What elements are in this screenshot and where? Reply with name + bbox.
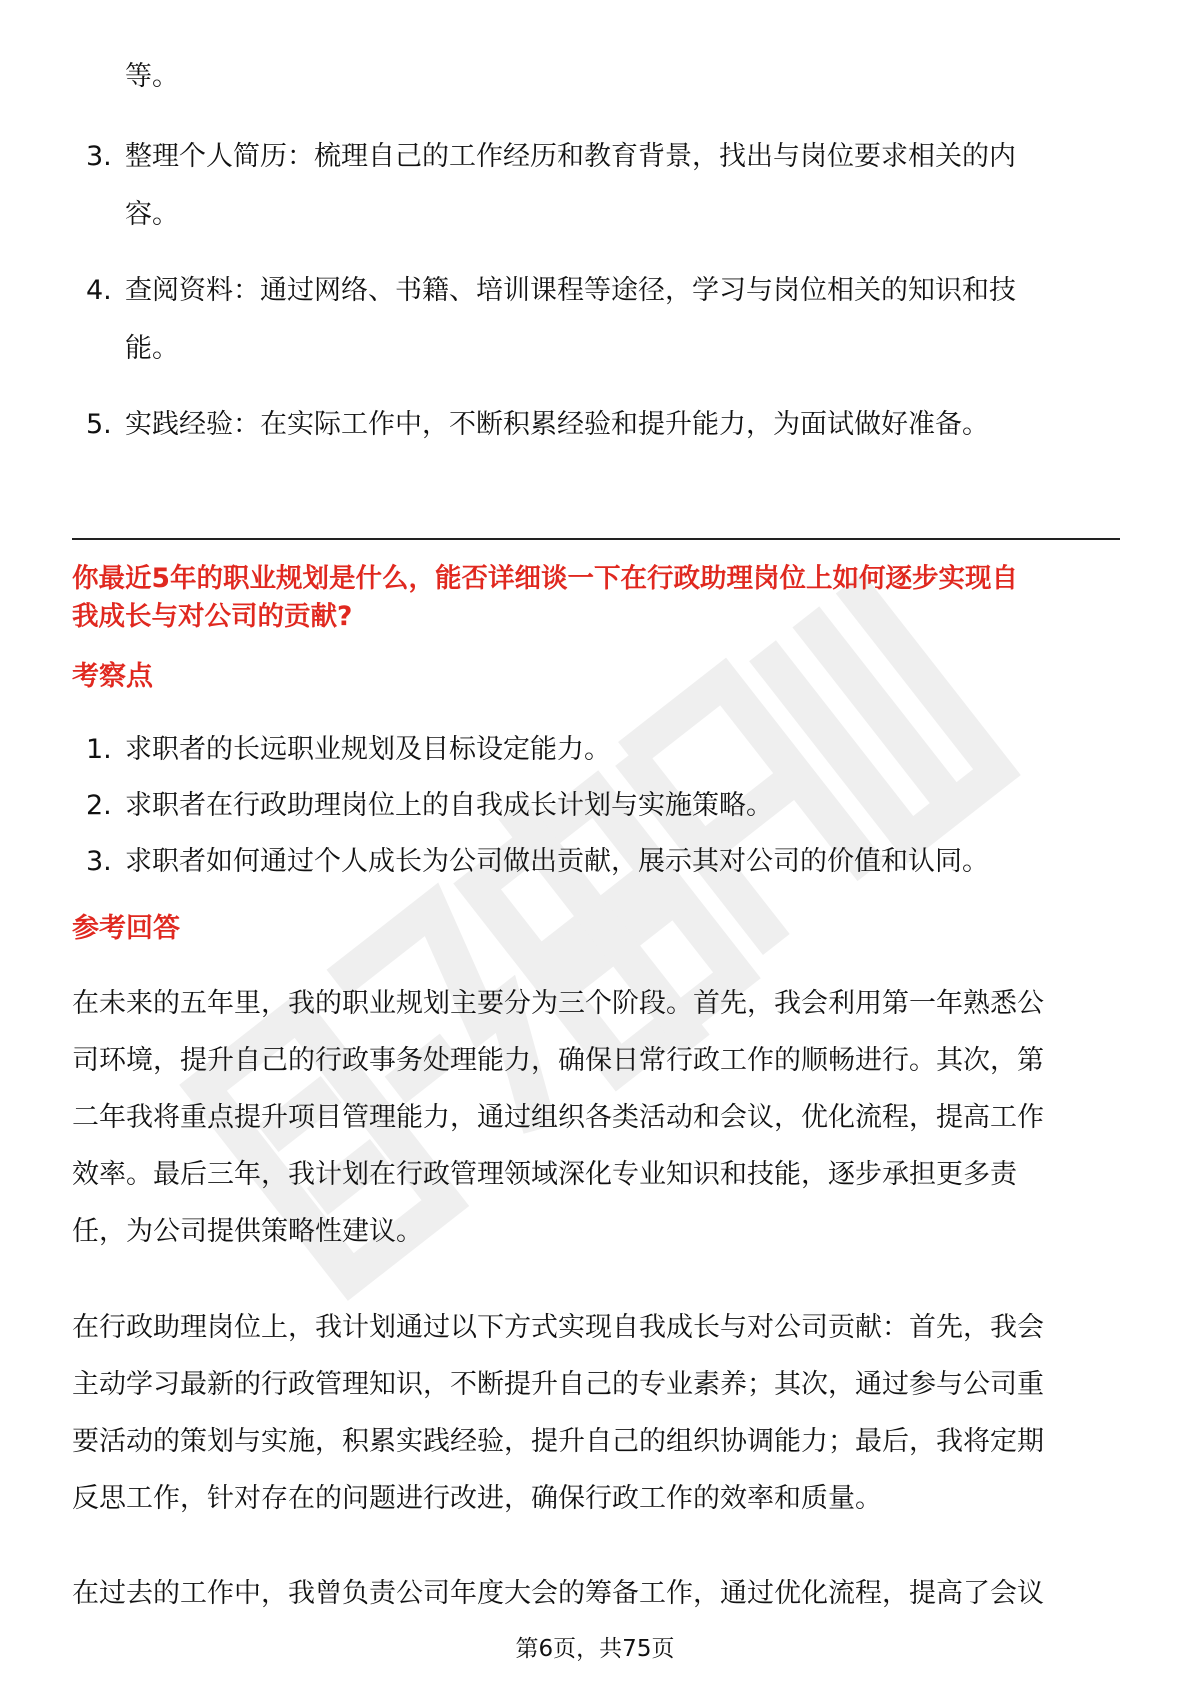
list-item-number: 2.: [86, 790, 112, 821]
paragraph-line: 任，为公司提供策略性建议。: [72, 1216, 423, 1247]
paragraph-line: 司环境，提升自己的行政事务处理能力，确保日常行政工作的顺畅进行。其次，第: [72, 1045, 1044, 1076]
paragraph-line: 要活动的策划与实施，积累实践经验，提升自己的组织协调能力；最后，我将定期: [72, 1426, 1044, 1457]
list-item-number: 5.: [86, 409, 112, 440]
question-line: 你最近5年的职业规划是什么，能否详细谈一下在行政助理岗位上如何逐步实现自: [72, 563, 1018, 594]
list-item-text: 整理个人简历：梳理自己的工作经历和教育背景，找出与岗位要求相关的内: [125, 141, 1016, 172]
list-item-text: 求职者如何通过个人成长为公司做出贡献，展示其对公司的价值和认同。: [125, 846, 989, 877]
paragraph-line: 二年我将重点提升项目管理能力，通过组织各类活动和会议，优化流程，提高工作: [72, 1102, 1044, 1133]
list-item-text: 求职者在行政助理岗位上的自我成长计划与实施策略。: [125, 790, 773, 821]
list-item-number: 3.: [86, 846, 112, 877]
list-item-text-continued: 能。: [125, 333, 179, 364]
list-item: [78, 834, 1118, 890]
list-item-number: 3.: [86, 141, 112, 172]
paragraph-line: 在过去的工作中，我曾负责公司年度大会的筹备工作，通过优化流程，提高了会议: [72, 1578, 1044, 1609]
list-item-text-continued: 容。: [125, 199, 179, 230]
paragraph-line: 效率。最后三年，我计划在行政管理领域深化专业知识和技能，逐步承担更多责: [72, 1159, 1017, 1190]
list-item-text: 求职者的长远职业规划及目标设定能力。: [125, 734, 611, 765]
list-item: [78, 128, 1118, 244]
list-item-text: 实践经验：在实际工作中，不断积累经验和提升能力，为面试做好准备。: [125, 409, 989, 440]
question-line: 我成长与对公司的贡献?: [72, 601, 353, 632]
list-item: [78, 778, 1118, 834]
list-item: [78, 396, 1118, 454]
answer-paragraph: [72, 975, 1120, 1260]
list-item: [78, 262, 1118, 378]
list-item-number: 1.: [86, 734, 112, 765]
list-item: [78, 722, 1118, 778]
paragraph-line: 主动学习最新的行政管理知识，不断提升自己的专业素养；其次，通过参与公司重: [72, 1369, 1044, 1400]
paragraph-line: 反思工作，针对存在的问题进行改进，确保行政工作的效率和质量。: [72, 1483, 882, 1514]
paragraph-line: 在未来的五年里，我的职业规划主要分为三个阶段。首先，我会利用第一年熟悉公: [72, 988, 1044, 1019]
list-item-number: 4.: [86, 275, 112, 306]
assessment-list: [78, 722, 1118, 890]
list-item-text: 查阅资料：通过网络、书籍、培训课程等途径，学习与岗位相关的知识和技: [125, 275, 1016, 306]
page-number: 第6页，共75页: [515, 1636, 675, 1662]
paragraph-line: 在行政助理岗位上，我计划通过以下方式实现自我成长与对公司贡献：首先，我会: [72, 1312, 1044, 1343]
answer-paragraph: [72, 1565, 1120, 1622]
assessment-heading: 考察点: [72, 661, 153, 692]
continuation-text: 等。: [125, 61, 179, 92]
answer-paragraph: [72, 1299, 1120, 1527]
question-heading: [72, 560, 1122, 636]
answer-heading: 参考回答: [72, 913, 180, 944]
section-divider: [72, 538, 1120, 540]
